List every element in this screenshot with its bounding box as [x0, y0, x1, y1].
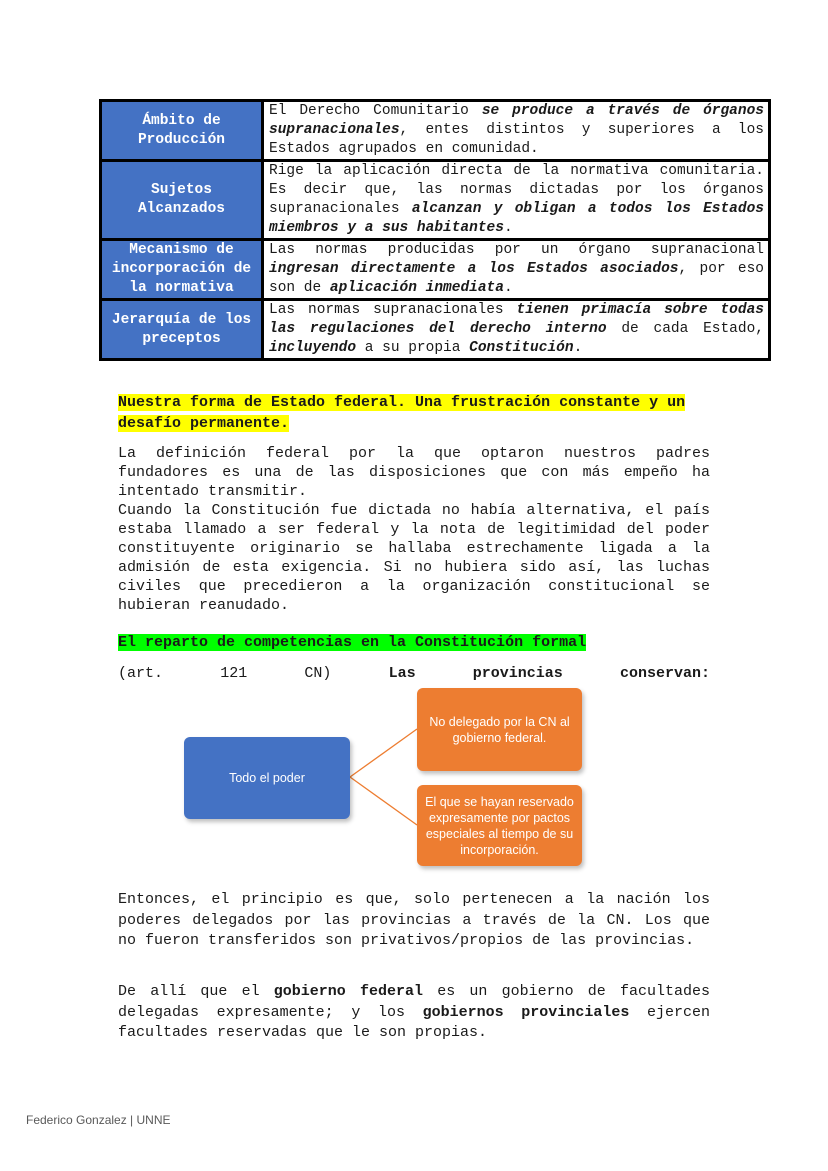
article-word: 121 [220, 665, 248, 682]
table-row [101, 300, 770, 360]
emphasized-text: ingresan directamente a los Estados asociados [269, 261, 679, 277]
table-row [101, 101, 770, 161]
emphasized-text: alcanzan y obligan a todos los Estados miembros y a sus habitantes [269, 201, 764, 236]
cell-text: Las normas supranacionales [269, 302, 517, 318]
paragraph: Entonces, el principio es que, solo pertenecen a la nación los poderes delegados por las provincias a través de la CN. Los que no fueron transferidos son privativos/propios de las provincias. [118, 891, 710, 949]
row-content [263, 161, 770, 240]
comparison-table [99, 99, 771, 361]
bold-term: gobierno federal [273, 983, 423, 1000]
cell-text: , por eso son de [269, 261, 764, 296]
cell-text: . [503, 280, 513, 296]
article-word: Las [388, 665, 416, 682]
row-content [263, 101, 770, 161]
section-heading [118, 392, 710, 434]
paragraph-text: es un gobierno de facultades delegadas expresamente; y los [118, 983, 710, 1021]
child-node: No delegado por la CN al gobierno federal. [417, 688, 582, 771]
cell-text: Rige la aplicación directa de la normativa comunitaria. Es decir que, las normas dictadas por los órganos supranacionales [269, 163, 764, 217]
table-row [101, 240, 770, 300]
paragraph-text: Cuando la Constitución fue dictada no había alternativa, el país estaba llamado a ser federal y la nota de legitimidad del poder constituyente originario se hallaba estrechamente ligada a la admisión de esta exigencia. Si no hubiera sido así, las luchas civiles que precedieron a la organización constitucional se hubieran reanudado. [118, 502, 710, 614]
row-header: Ámbito de Producción [101, 101, 263, 161]
cell-text: . [503, 220, 513, 236]
row-header: Jerarquía de los preceptos [101, 300, 263, 360]
cell-text: de cada Estado, [606, 321, 764, 337]
emphasized-text: se produce a través de órganos supranacionales [269, 103, 764, 138]
paragraph-text: De allí que el [118, 983, 274, 1000]
child-node: El que se hayan reservado expresamente por pactos especiales al tiempo de su incorporación. [417, 785, 582, 866]
row-header: Sujetos Alcanzados [101, 161, 263, 240]
cell-text: Las normas producidas por un órgano supranacional [269, 242, 764, 258]
section-heading [118, 633, 710, 652]
highlighted-heading: Nuestra forma de Estado federal. Una frustración constante y un desafío permanente. [118, 394, 686, 432]
cell-text: El Derecho Comunitario [269, 103, 482, 119]
row-content [263, 240, 770, 300]
paragraph-text: La definición federal por la que optaron nuestros padres fundadores es una de las disposiciones que con más empeño ha intentado transmitir. [118, 445, 710, 500]
page-footer: Federico Gonzalez | UNNE [26, 1113, 171, 1127]
cell-text: a su propia [356, 340, 470, 356]
article-word: provincias [472, 665, 563, 682]
emphasized-text: tienen primacía sobre todas las regulaciones del derecho interno [269, 302, 764, 337]
article-word: CN) [304, 665, 332, 682]
emphasized-text: incluyendo [269, 340, 357, 356]
paragraph [118, 982, 710, 1044]
emphasized-text: Constitución [469, 340, 574, 356]
connector-line [350, 729, 417, 777]
connector-line [350, 777, 417, 825]
root-node: Todo el poder [184, 737, 350, 819]
bold-term: gobiernos provinciales [422, 1003, 630, 1021]
paragraph-text: ejercen facultades reservadas que le son propias. [118, 1003, 710, 1041]
row-header: Mecanismo de incorporación de la normativa [101, 240, 263, 300]
cell-text: , entes distintos y superiores a los Estados agrupados en comunidad. [269, 122, 764, 157]
cell-text: . [573, 340, 583, 356]
paragraph [118, 444, 710, 615]
emphasized-text: aplicación inmediata [329, 280, 504, 296]
article-word: conservan: [619, 665, 710, 682]
article-word: (art. [118, 665, 164, 682]
hierarchy-diagram [180, 685, 590, 875]
article-line [118, 664, 710, 683]
table-row [101, 161, 770, 240]
highlighted-heading: El reparto de competencias en la Constitución formal [118, 634, 587, 651]
row-content [263, 300, 770, 360]
